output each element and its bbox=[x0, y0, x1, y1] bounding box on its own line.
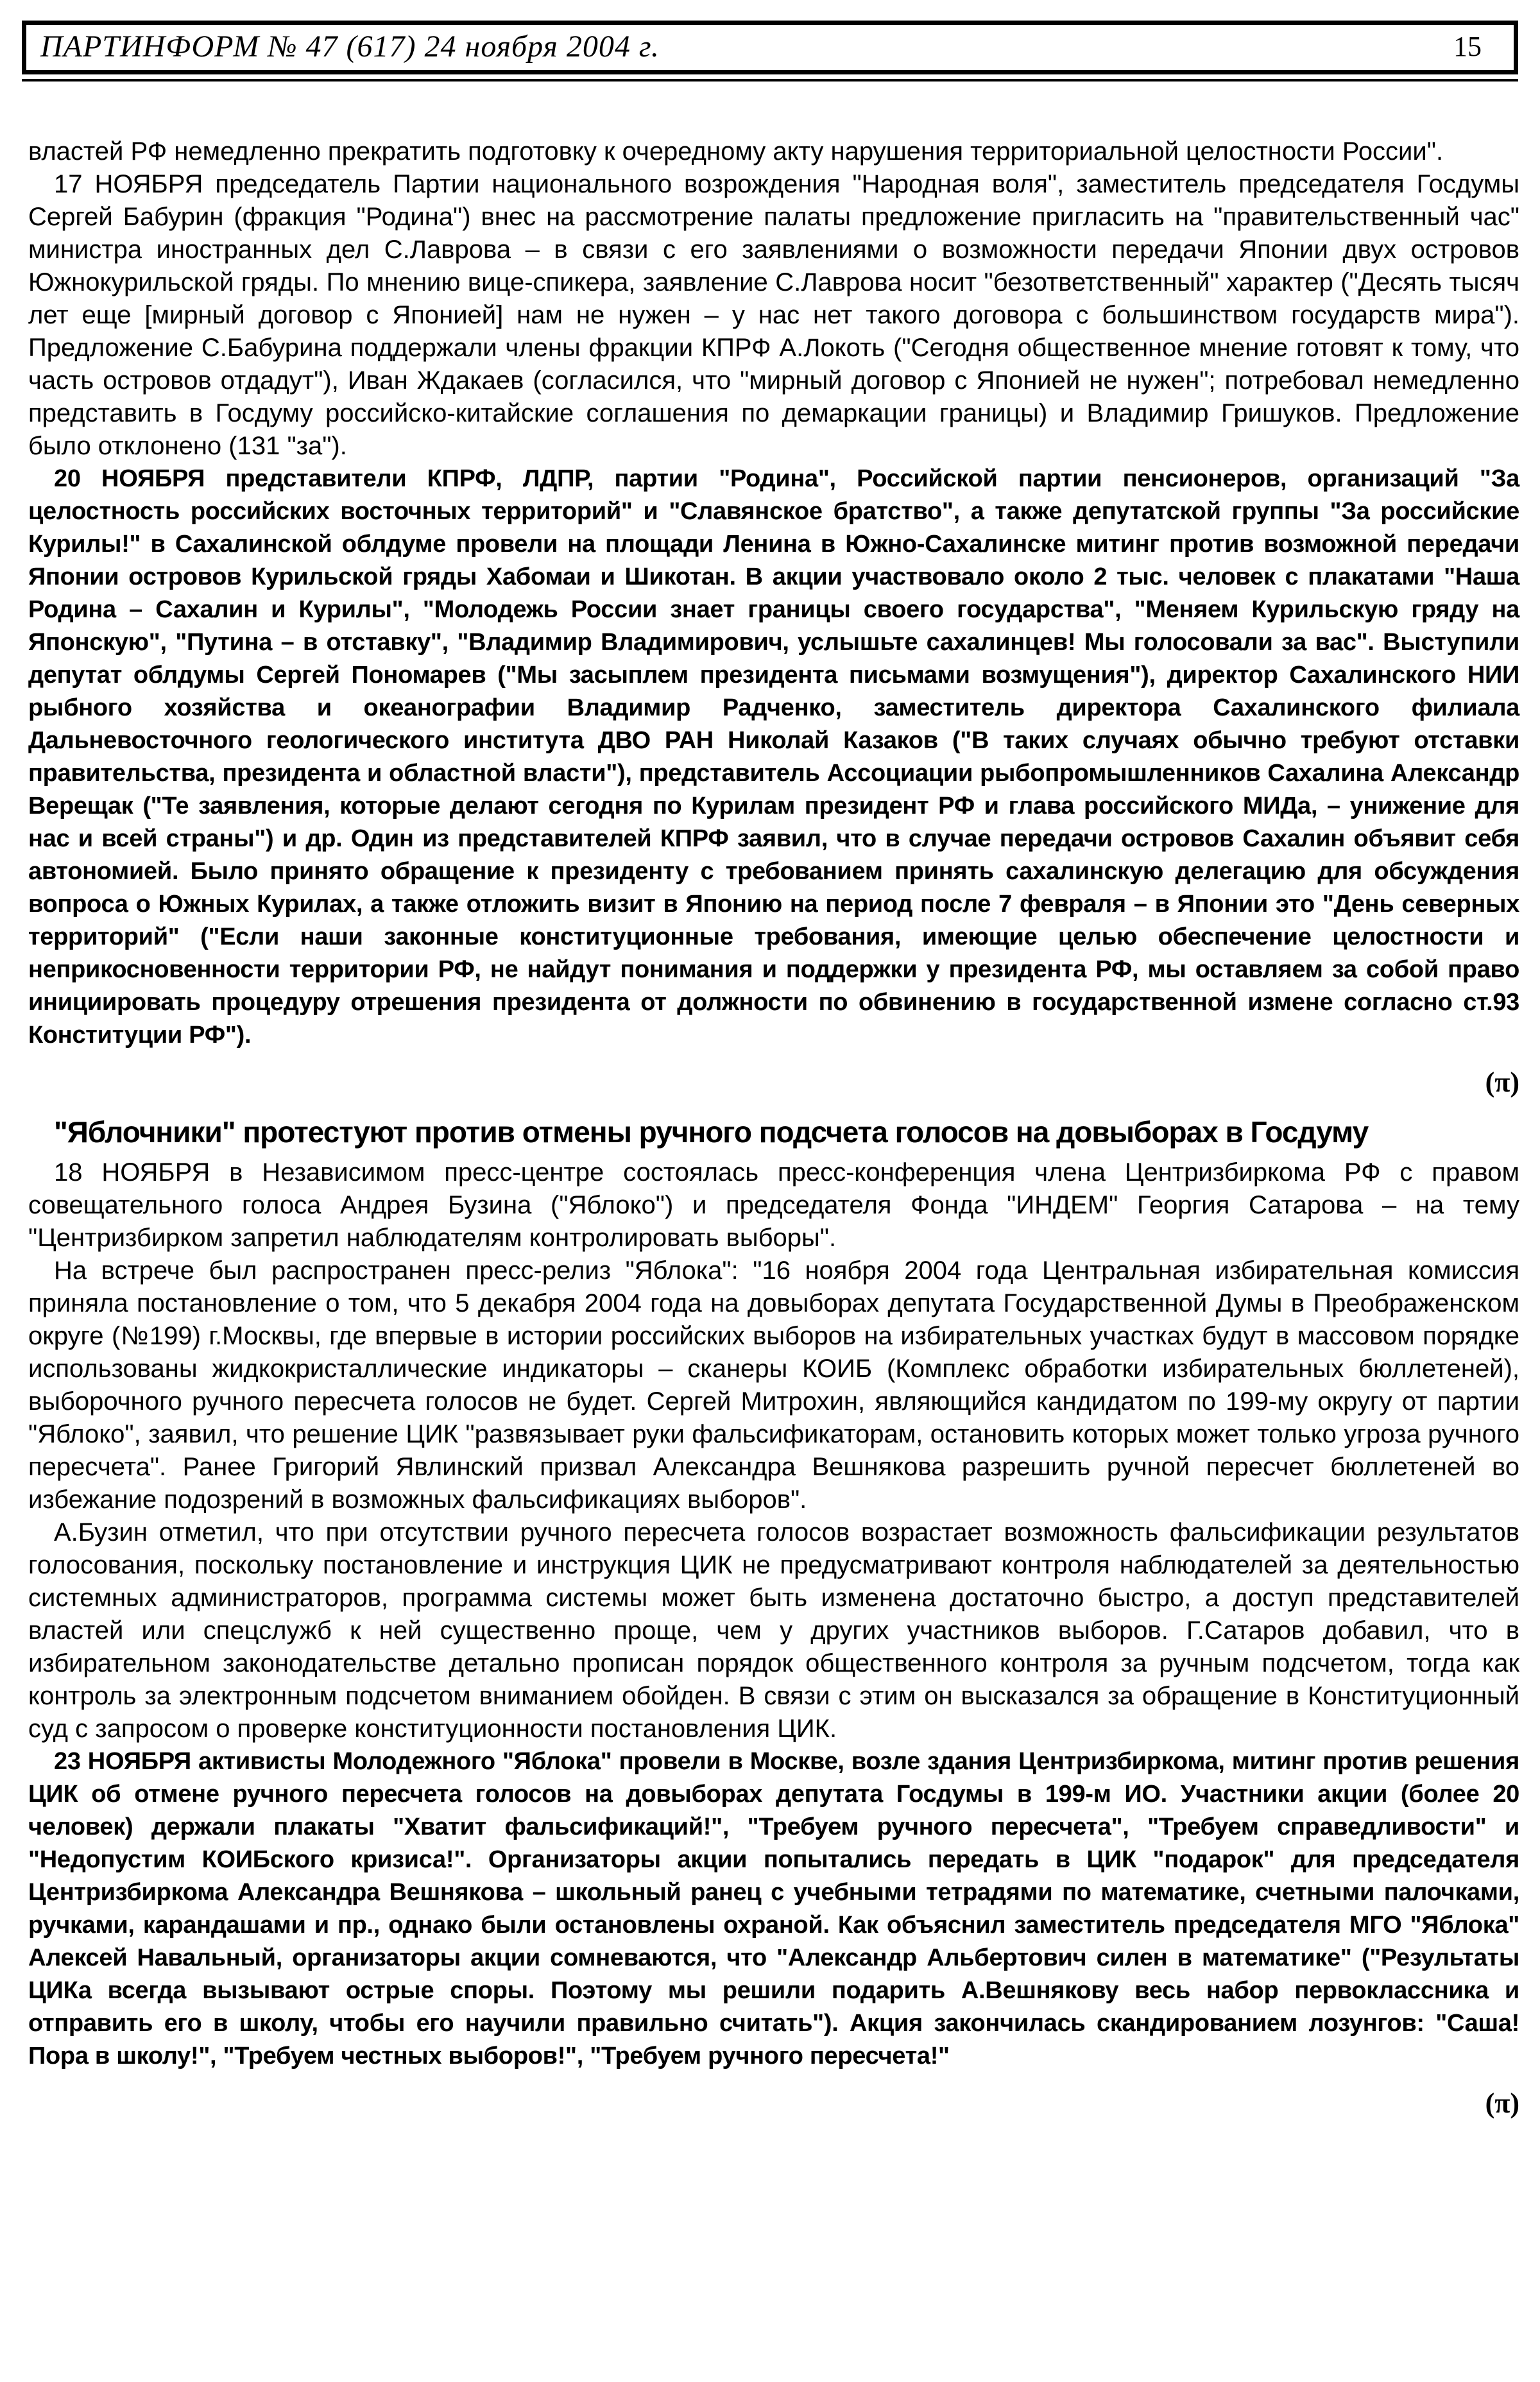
page-header bbox=[22, 21, 1518, 81]
newsletter-title: ПАРТИНФОРМ № 47 (617) 24 ноября 2004 г. bbox=[40, 29, 660, 64]
paragraph-press-release: На встрече был распространен пресс-релиз "Яблока": "16 ноября 2004 года Центральная избирательная комиссия приняла постановление о том, что 5 декабря 2004 года на довыборах депутата Государственной Думы в Преображенском округе (№199) г.Москвы, где впервые в истории российских выборов на избирательных участках будут в массовом порядке использованы жидкокристаллические индикаторы – сканеры КОИБ (Комплекс обработки избирательных бюллетеней), выборочного ручного пересчета голосов не будет. Сергей Митрохин, являющийся кандидатом по 199-му округу от партии "Яблоко", заявил, что решение ЦИК "развязывает руки фальсификаторам, остановить которых может только угроза ручного пересчета". Ранее Григорий Явлинский призвал Александра Вешнякова разрешить ручной пересчет бюллетеней во избежание подозрений в возможных фальсификациях выборов". bbox=[28, 1256, 1519, 1514]
paragraph-23-november: 23 НОЯБРЯ активисты Молодежного "Яблока" провели в Москве, возле здания Центризбиркома, митинг против решения ЦИК об отмене ручного пересчета голосов на довыборах депутата Госдумы в 199-м ИО. Участники акции (более 20 человек) держали плакаты "Хватит фальсификаций!", "Требуем ручного пересчета", "Требуем справедливости" и "Недопустим КОИБского кризиса!". Организаторы акции попытались передать в ЦИК "подарок" для председателя Центризбиркома Александра Вешнякова – школьный ранец с учебными тетрадями по математике, счетными палочками, ручками, карандашами и пр., однако были остановлены охраной. Как объяснил заместитель председателя МГО "Яблока" Алексей Навальный, организаторы акции сомневаются, что "Александр Альбертович силен в математике" ("Результаты ЦИКа всегда вызывают острые споры. Поэтому мы решили подарить А.Вешнякову весь набор первоклассника и отправить его в школу, чтобы его научили правильно считать"). Акция закончилась скандированием лозунгов: "Саша! Пора в школу!", "Требуем честных выборов!", "Требуем ручного пересчета!" bbox=[28, 1748, 1519, 2069]
paragraph-20-november: 20 НОЯБРЯ представители КПРФ, ЛДПР, партии "Родина", Российской партии пенсионеров, организаций "За целостность российских восточных территорий" и "Славянское братство", а также депутатской группы "За российские Курилы!" в Сахалинской облдуме провели на площади Ленина в Южно-Сахалинске митинг против возможной передачи Японии островов Курильской гряды Хабомаи и Шикотан. В акции участвовало около 2 тыс. человек с плакатами "Наша Родина – Сахалин и Курилы", "Молодежь России знает границы своего государства", "Меняем Курильскую гряду на Японскую", "Путина – в отставку", "Владимир Владимирович, услышьте сахалинцев! Мы голосовали за вас". Выступили депутат облдумы Сергей Пономарев ("Мы засыплем президента письмами возмущения"), директор Сахалинского НИИ рыбного хозяйства и океанографии Владимир Радченко, заместитель директора Сахалинского филиала Дальневосточного геологического института ДВО РАН Николай Казаков ("В таких случаях обычно требуют отставки правительства, президента и областной власти"), представитель Ассоциации рыбопромышленников Сахалина Александр Верещак ("Те заявления, которые делают сегодня по Курилам президент РФ и глава российского МИДа, – унижение для нас и всей страны") и др. Один из представителей КПРФ заявил, что в случае передачи островов Сахалин объявит себя автономией. Было принято обращение к президенту с требованием принять сахалинскую делегацию для обсуждения вопроса о Южных Курилах, а также отложить визит в Японию на период после 7 февраля – в Японии это "День северных территорий" ("Если наши законные конституционные требования, имеющие целью обеспечение целостности и неприкосновенности территории РФ, не найдут понимания и поддержки у президента РФ, мы оставляем за собой право инициировать процедуру отрешения президента от должности по обвинению в государственной измене согласно ст.93 Конституции РФ"). bbox=[28, 465, 1519, 1049]
page-body bbox=[0, 135, 1540, 2120]
article-heading: "Яблочники" протестуют против отмены ручного подсчета голосов на довыборах в Госдуму bbox=[54, 1115, 1369, 1149]
paragraph-continuation: властей РФ немедленно прекратить подготовку к очередному акту нарушения территориальной целостности России". bbox=[28, 137, 1444, 166]
header-box bbox=[22, 21, 1518, 74]
paragraph-18-november: 18 НОЯБРЯ в Независимом пресс-центре состоялась пресс-конференция члена Центризбиркома РФ с правом совещательного голоса Андрея Бузина ("Яблоко") и председателя Фонда "ИНДЕМ" Георгия Сатарова – на тему "Центризбирком запретил наблюдателям контролировать выборы". bbox=[28, 1158, 1519, 1252]
section-end-mark: (π) bbox=[1485, 1067, 1519, 1098]
paragraph-17-november: 17 НОЯБРЯ председатель Партии национального возрождения "Народная воля", заместитель председателя Госдумы Сергей Бабурин (фракция "Родина") внес на рассмотрение палаты предложение пригласить на "правительственный час" министра иностранных дел С.Лаврова – в связи с его заявлениями о возможности передачи Японии двух островов Южнокурильской гряды. По мнению вице-спикера, заявление С.Лаврова носит "безответственный" характер ("Десять тысяч лет еще [мирный договор с Японией] нам не нужен – у нас нет такого договора с большинством государств мира"). Предложение С.Бабурина поддержали члены фракции КПРФ А.Локоть ("Сегодня общественное мнение готовят к тому, что часть островов отдадут"), Иван Ждакаев (согласился, что "мирный договор с Японией не нужен"; потребовал немедленно представить в Госдуму российско-китайские соглашения по демаркации границы) и Владимир Гришуков. Предложение было отклонено (131 "за"). bbox=[28, 170, 1519, 460]
page-number: 15 bbox=[1453, 30, 1482, 62]
paragraph-buzin-comment: А.Бузин отметил, что при отсутствии ручного пересчета голосов возрастает возможность фальсификации результатов голосования, поскольку постановление и инструкция ЦИК не предусматривают контроля наблюдателей за деятельностью системных администраторов, программа системы может быть изменена достаточно быстро, а доступ представителей властей или спецслужб к ней существенно проще, чем у других участников выборов. Г.Сатаров добавил, что в избирательном законодательстве детально прописан порядок общественного контроля за ручным подсчетом, тогда как контроль за электронным подсчетом вниманием обойден. В связи с этим он высказался за обращение в Конституционный суд с запросом о проверке конституционности постановления ЦИК. bbox=[28, 1518, 1519, 1743]
article-end-mark: (π) bbox=[1485, 2087, 1519, 2119]
